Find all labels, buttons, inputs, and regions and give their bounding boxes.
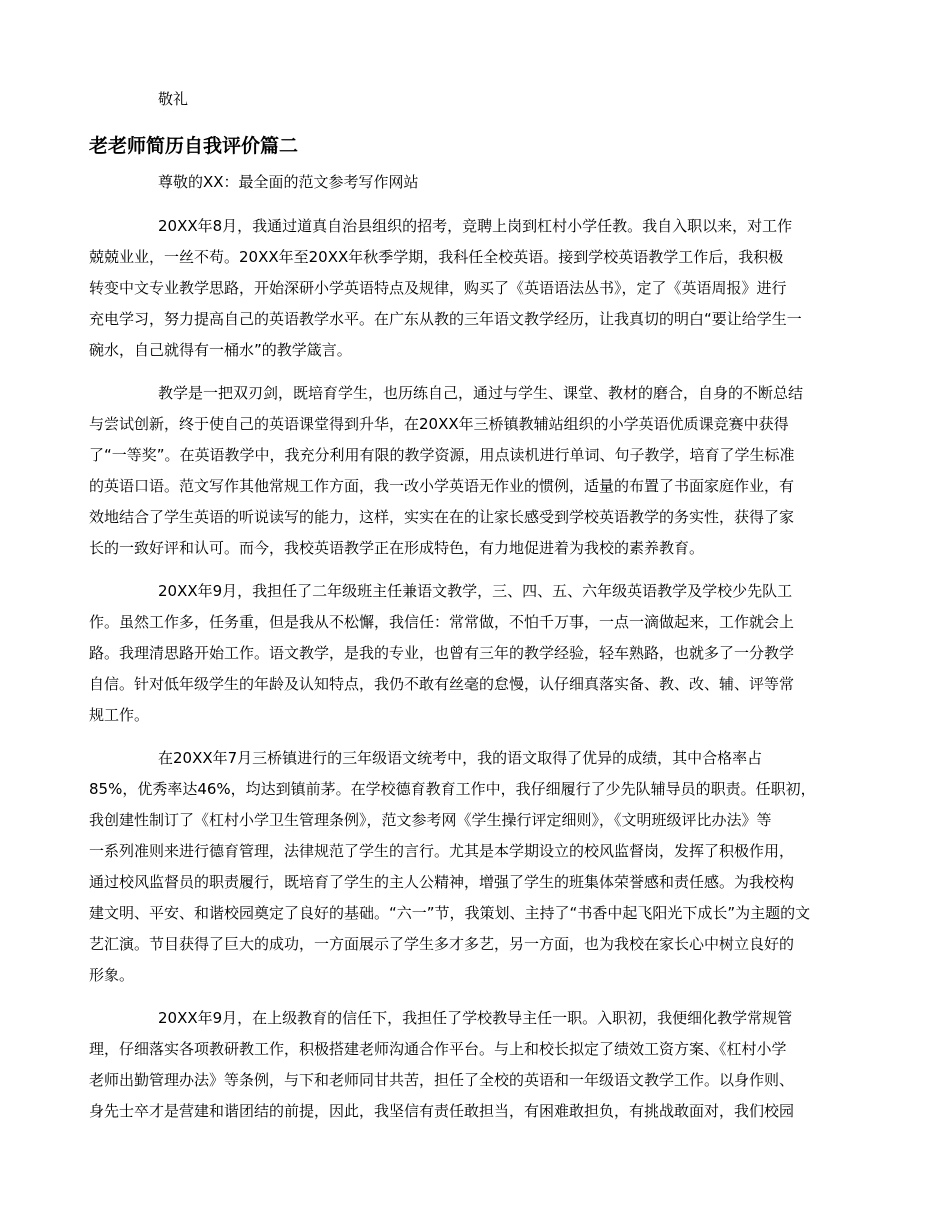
paragraph-line: 兢兢业业，一丝不苟。20XX年至20XX年秋季学期，我科任全校英语。接到学校英语教学工作后，我积极 [89, 248, 784, 266]
paragraph-line: 长的一致好评和认可。而今，我校英语教学正在形成特色，有力地促进着为我校的素养教育。 [89, 539, 705, 557]
paragraph-line: 了“一等奖”。在英语教学中，我充分利用有限的教学资源，用点读机进行单词、句子教学，培育了学生标准 [89, 446, 795, 464]
paragraph-line: 形象。 [89, 966, 135, 984]
paragraph-line: 效地结合了学生英语的听说读写的能力，这样，实实在在的让家长感受到学校英语教学的务实性，获得了家 [89, 508, 795, 526]
salutation-text: 尊敬的XX：最全面的范文参考写作网站 [158, 173, 419, 191]
paragraph-line: 规工作。 [89, 706, 150, 724]
paragraph-line: 老师出勤管理办法》等条例，与下和老师同甘共苦，担任了全校的英语和一年级语文教学工作。以身作则、 [89, 1071, 795, 1089]
closing-text: 敬礼 [158, 90, 189, 108]
paragraph-line: 20XX年9月，在上级教育的信任下，我担任了学校教导主任一职。入职初，我便细化教学常规管 [158, 1009, 793, 1027]
paragraph-line: 理，仔细落实各项教研教工作，积极搭建老师沟通合作平台。与上和校长拟定了绩效工资方案、《杠村小学 [89, 1040, 787, 1058]
paragraph-line: 的英语口语。范文写作其他常规工作方面，我一改小学英语无作业的惯例，适量的布置了书面家庭作业，有 [89, 477, 795, 495]
paragraph-line: 路。我理清思路开始工作。语文教学，是我的专业，也曾有三年的教学经验，轻车熟路，也就多了一分教学 [89, 644, 795, 662]
paragraph-line: 作。虽然工作多，任务重，但是我从不松懈，我信任：常常做，不怕千万事，一点一滴做起来，工作就会上 [89, 613, 795, 631]
paragraph-line: 85%，优秀率达46%，均达到镇前茅。在学校德育教育工作中，我仔细履行了少先队辅导员的职责。任职初， [89, 780, 816, 798]
paragraph-line: 艺汇演。节目获得了巨大的成功，一方面展示了学生多才多艺，另一方面，也为我校在家长心中树立良好的 [89, 935, 795, 953]
section-heading: 老老师简历自我评价篇二 [89, 135, 299, 157]
paragraph-line: 建文明、平安、和谐校园奠定了良好的基础。“六一”节，我策划、主持了“书香中起飞阳光下成长”为主题的文 [89, 904, 811, 922]
paragraph-line: 转变中文专业教学思路，开始深研小学英语特点及规律，购买了《英语语法丛书》，定了《英语周报》进行 [89, 279, 787, 297]
paragraph-line: 自信。针对低年级学生的年龄及认知特点，我仍不敢有丝毫的怠慢，认仔细真落实备、教、改、辅、评等常 [89, 675, 795, 693]
paragraph-line: 20XX年8月，我通过道真自治县组织的招考，竞聘上岗到杠村小学任教。我自入职以来，对工作 [158, 217, 793, 235]
paragraph-line: 身先士卒才是营建和谐团结的前提，因此，我坚信有责任敢担当，有困难敢担负，有挑战敢面对，我们校园 [89, 1102, 795, 1120]
paragraph-line: 我创建性制订了《杠村小学卫生管理条例》，范文参考网《学生操行评定细则》，《文明班级评比办法》等 [89, 811, 772, 829]
paragraph-line: 碗水，自己就得有一桶水”的教学箴言。 [89, 341, 352, 359]
paragraph-line: 一系列准则来进行德育管理，法律规范了学生的言行。尤其是本学期设立的校风监督岗，发挥了积极作用， [89, 842, 795, 860]
paragraph-line: 通过校风监督员的职责履行，既培育了学生的主人公精神，增强了学生的班集体荣誉感和责任感。为我校构 [89, 873, 795, 891]
paragraph-line: 充电学习，努力提高自己的英语教学水平。在广东从教的三年语文教学经历，让我真切的明白“要让给学生一 [89, 310, 802, 328]
paragraph-line: 在20XX年7月三桥镇进行的三年级语文统考中，我的语文取得了优异的成绩，其中合格率占 [158, 749, 763, 767]
paragraph-line: 20XX年9月，我担任了二年级班主任兼语文教学，三、四、五、六年级英语教学及学校少先队工 [158, 582, 793, 600]
paragraph-line: 与尝试创新，终于使自己的英语课堂得到升华，在20XX年三桥镇教辅站组织的小学英语优质课竞赛中获得 [89, 415, 789, 433]
paragraph-line: 教学是一把双刃剑，既培育学生，也历练自己，通过与学生、课堂、教材的磨合，自身的不断总结 [158, 384, 804, 402]
